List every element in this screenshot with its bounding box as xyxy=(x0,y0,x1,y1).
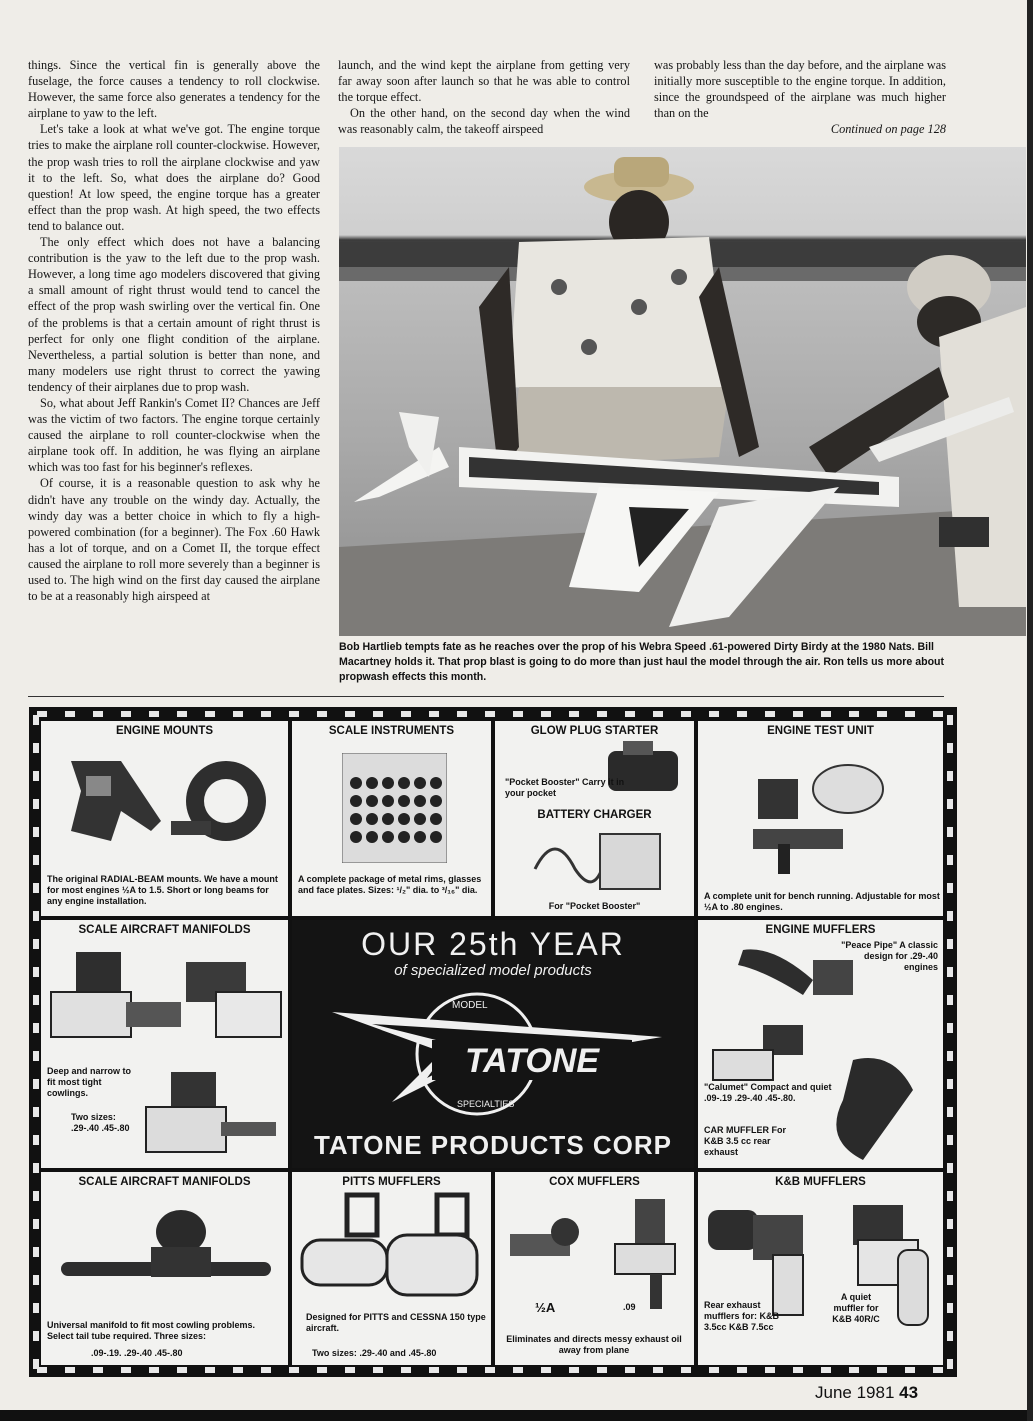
ad-border-ticks xyxy=(37,1367,949,1373)
article-photo xyxy=(339,147,1026,636)
peace-pipe-text: "Peace Pipe" A classic design for .29-.40 engines xyxy=(841,940,938,972)
battery-charger-text: For "Pocket Booster" xyxy=(548,901,641,911)
pitts-muffler-image xyxy=(297,1190,487,1310)
company-name: TATONE PRODUCTS CORP xyxy=(313,1130,672,1160)
kb-quiet-text: A quiet muffler for K&B 40R/C xyxy=(832,1292,880,1324)
scan-edge-bottom xyxy=(0,1410,1033,1421)
anniversary-headline: OUR 25th YEAR xyxy=(361,926,625,962)
article-paragraph: was probably less than the day before, and the airplane was initially more susceptible to the engine torque. In addition, since the groundspeed of the airplane was much higher than on the xyxy=(654,58,946,121)
kb-mufflers-panel xyxy=(698,1172,943,1365)
engine-mufflers-title: ENGINE MUFFLERS xyxy=(765,924,876,936)
scale-manifolds-title-2: SCALE AIRCRAFT MANIFOLDS xyxy=(78,1176,251,1188)
engine-mounts-panel xyxy=(41,721,288,916)
kb-mufflers-title: K&B MUFFLERS xyxy=(775,1176,866,1188)
article-paragraph: So, what about Jeff Rankin's Comet II? Chances are Jeff was the victim of two factors. The engine torque certainly caused the airplane to roll counter-clockwise when the airplane took off. In addition, he was flying an airplane which was too fast for his beginner's reflexes. xyxy=(28,395,320,475)
scale-manifolds-title: SCALE AIRCRAFT MANIFOLDS xyxy=(78,924,251,936)
tatone-advertisement xyxy=(29,707,957,1377)
manifold-sizes-text: Two sizes: .29-.40 .45-.80 xyxy=(71,1112,130,1133)
universal-manifold-image xyxy=(61,1202,271,1302)
photo-caption: Bob Hartlieb tempts fate as he reaches over the prop of his Webra Speed .61-powered Dirty Birdy at the 1980 Nats. Bill Macartney holds it. That prop blast is going to do more than just haul the model through the air. Ron tells us more about propwash effects this month. xyxy=(339,641,945,683)
article-paragraph: launch, and the wind kept the airplane from getting very far away soon after launch so that he was able to control the torque effect. xyxy=(338,58,630,105)
cox-mufflers-title: COX MUFFLERS xyxy=(549,1176,640,1188)
continued-note: Continued on page 128 xyxy=(830,122,946,137)
article-column-2 xyxy=(338,57,630,145)
article-paragraph: things. Since the vertical fin is generally above the fuselage, the force causes a tendency to roll clockwise. However, the same force also generates a tendency for the airplane to yaw to the left. xyxy=(28,58,320,121)
kb-rear-text: Rear exhaust mufflers for: K&B 3.5cc K&B 7.5cc xyxy=(704,1300,780,1332)
battery-charger-image xyxy=(525,829,665,899)
logo-model-text: MODEL xyxy=(452,1000,488,1011)
anniversary-subline: of specialized model products xyxy=(394,962,592,979)
instrument-card-image xyxy=(342,753,447,863)
engine-test-image xyxy=(738,749,908,874)
glow-plug-title: GLOW PLUG STARTER xyxy=(530,725,659,737)
pitts-sizes: Two sizes: .29-.40 and .45-.80 xyxy=(312,1348,437,1358)
ad-border-ticks xyxy=(37,711,949,717)
page-number: 43 xyxy=(899,1383,919,1402)
scale-instruments-text: A complete package of metal rims, glasses and face plates. Sizes: ¹/₂" dia. to ³/₁₆" dia. xyxy=(298,874,482,895)
cox-09: .09 xyxy=(623,1302,636,1312)
pitts-mufflers-title: PITTS MUFFLERS xyxy=(342,1176,441,1188)
ad-border-ticks xyxy=(33,715,39,1369)
calumet-text: "Calumet" Compact and quiet .09-.19 .29-.40 .45-.80. xyxy=(704,1082,832,1103)
car-muffler-text: CAR MUFFLER For K&B 3.5 cc rear exhaust xyxy=(704,1125,786,1157)
article-paragraph: On the other hand, on the second day when the wind was reasonably calm, the takeoff airspeed xyxy=(338,106,630,137)
cox-mufflers-panel xyxy=(495,1172,694,1365)
engine-mounts-text: The original RADIAL-BEAM mounts. We have a mount for most engines ½A to 1.5. Short or long beams for any engine installation. xyxy=(47,874,278,906)
cox-text: Eliminates and directs messy exhaust oil away from plane xyxy=(506,1334,682,1355)
glow-plug-panel xyxy=(495,721,694,916)
pitts-text: Designed for PITTS and CESSNA 150 type aircraft. xyxy=(306,1312,486,1333)
article-column-3 xyxy=(654,57,946,145)
divider-rule xyxy=(28,696,944,697)
tatone-center-panel xyxy=(292,920,694,1168)
tatone-logo xyxy=(332,982,662,1122)
scan-edge-right xyxy=(1027,0,1033,1421)
cox-half-a: ½A xyxy=(535,1300,556,1315)
issue-date: June 1981 xyxy=(815,1383,895,1402)
scale-instruments-title: SCALE INSTRUMENTS xyxy=(328,725,455,737)
article-paragraph: Of course, it is a reasonable question to ask why he didn't have any trouble on the windy day. Actually, the windy day was a better choice in which to fly a high-powered combination (for a beginner). The Fox .60 Hawk has a lot of torque, and on a Comet II, the torque effect caused the airplane to roll more severely than a beginner is used to. The high wind on the first day caused the airplane to be at a reasonably high airspeed at xyxy=(28,476,320,604)
pitts-mufflers-panel xyxy=(292,1172,491,1365)
cox-muffler-image xyxy=(505,1194,685,1314)
engine-mufflers-panel xyxy=(698,920,943,1168)
engine-mounts-title: ENGINE MOUNTS xyxy=(115,725,214,737)
page-folio xyxy=(815,1383,918,1403)
engine-test-title: ENGINE TEST UNIT xyxy=(767,725,874,737)
ad-border-ticks xyxy=(947,715,953,1369)
tatone-logo-text: TATONE xyxy=(464,1042,600,1080)
article-column-1 xyxy=(28,57,320,697)
scale-manifolds-panel-2 xyxy=(41,1172,288,1365)
engine-test-text: A complete unit for bench running. Adjustable for most ½A to .80 engines. xyxy=(704,891,940,912)
article-paragraph: The only effect which does not have a balancing contribution is the yaw to the left due to the prop wash. However, a long time ago modelers discovered that giving a small amount of right thrust would tend to cancel the effect of the prop wash swirling over the vertical fin. One of the problems is that a certain amount of right thrust is perfect for only one flight condition of the airplane. Nevertheless, a partial solution is better than none, and many modelers use right thrust to correct the yawing tendency of their airplanes due to prop wash. xyxy=(28,235,320,394)
logo-specialties-text: SPECIALTIES xyxy=(457,1099,515,1109)
battery-charger-title: BATTERY CHARGER xyxy=(537,809,652,821)
scale-instruments-panel xyxy=(292,721,491,916)
universal-manifold-text: Universal manifold to fit most cowling problems. Select tail tube required. Three sizes: xyxy=(47,1320,256,1341)
pocket-booster-text: "Pocket Booster" Carry it in your pocket xyxy=(505,777,625,798)
scale-manifolds-panel xyxy=(41,920,288,1168)
article-paragraph: Let's take a look at what we've got. The engine torque tries to make the airplane roll counter-clockwise. However, the prop wash tries to roll the airplane clockwise and yaw it to the left. So, what does the airplane do? Good question! At low speed, the engine torque has a greater effect than the prop wash. At high speed, the two effects tend to balance out. xyxy=(28,122,320,233)
engine-test-panel xyxy=(698,721,943,916)
manifold-fit-text: Deep and narrow to fit most tight cowlings. xyxy=(47,1066,132,1098)
universal-manifold-sizes: .09-.19. .29-.40 .45-.80 xyxy=(91,1348,183,1358)
engine-mount-image xyxy=(51,751,281,851)
